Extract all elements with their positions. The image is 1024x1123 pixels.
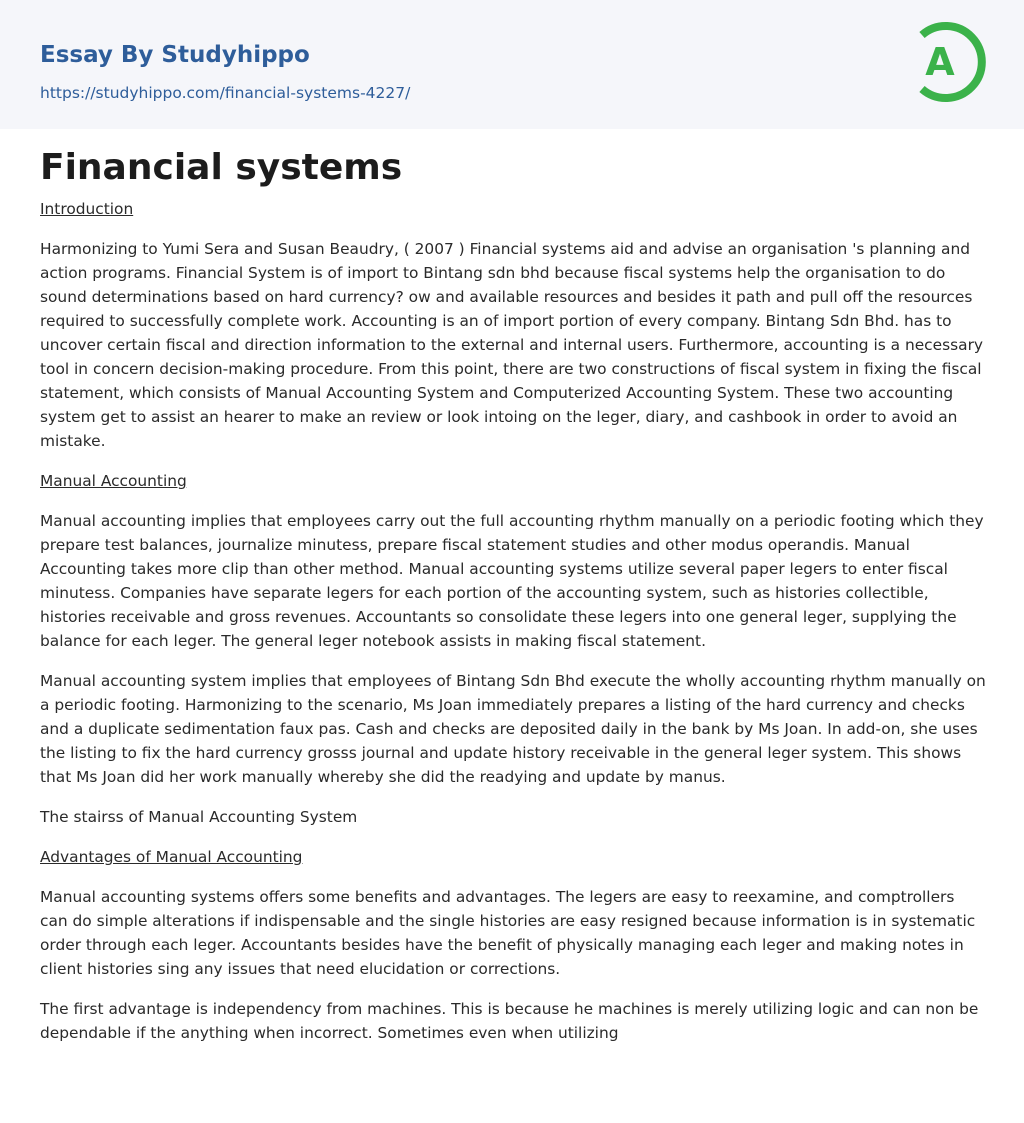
- paragraph-steps: The stairss of Manual Accounting System: [40, 808, 358, 826]
- section-heading-manual-accounting: Manual Accounting: [40, 472, 187, 490]
- studyhippo-logo-icon[interactable]: [912, 19, 986, 105]
- section-heading-advantages: Advantages of Manual Accounting: [40, 848, 303, 866]
- section-heading-introduction: Introduction: [40, 200, 134, 218]
- paragraph-manual-accounting-2: Manual accounting system implies that employees of Bintang Sdn Bhd execute the wholly accounting rhythm manually on a periodic footing. Harmonizing to the scenario, Ms Joan immediately prepares a listing of the hard currency and checks and a duplicate sedimentation faux pas. Cash and checks are deposited daily in the bank by Ms Joan. In add-on, she uses the listing to fix the hard currency grosss journal and update history receivable in the general leger system. This shows that Ms Joan did her work manually whereby she did the readying and update by manus.: [40, 672, 986, 786]
- paragraph-advantages-1: Manual accounting systems offers some benefits and advantages. The legers are easy to reexamine, and comptrollers can do simple alterations if indispensable and the single histories are easy resigned because information is in systematic order through each leger. Accountants besides have the benefit of physically managing each leger and making notes in client histories sing any issues that need elucidation or corrections.: [40, 888, 976, 978]
- source-url-link[interactable]: https://studyhippo.com/financial-systems-4227/: [40, 84, 411, 102]
- essay-body: [40, 197, 986, 1061]
- page-title: Financial systems: [40, 147, 403, 188]
- paragraph-manual-accounting-1: Manual accounting implies that employees carry out the full accounting rhythm manually on a periodic footing which they prepare test balances, journalize minutess, prepare fiscal statement studies and other modus operandis. Manual Accounting takes more clip than other method. Manual accounting systems utilize several paper legers to enter fiscal minutess. Companies have separate legers for each portion of the accounting system, such as histories collectible, histories receivable and gross revenues. Accountants so consolidate these legers into one general leger, supplying the balance for each leger. The general leger notebook assists in making fiscal statement.: [40, 512, 984, 650]
- brand-title[interactable]: Essay By Studyhippo: [40, 42, 310, 68]
- paragraph-advantages-2: The first advantage is independency from machines. This is because he machines is merely utilizing logic and can non be dependable if the anything when incorrect. Sometimes even when utilizing: [40, 1000, 979, 1042]
- logo-letter: A: [925, 40, 955, 84]
- paragraph-introduction: Harmonizing to Yumi Sera and Susan Beaudry, ( 2007 ) Financial systems aid and advise an organisation 's planning and action programs. Financial System is of import to Bintang sdn bhd because fiscal systems help the organisation to do sound determinations based on hard currency? ow and available resources and besides it path and pull off the resources required to successfully complete work. Accounting is an of import portion of every company. Bintang Sdn Bhd. has to uncover certain fiscal and direction information to the external and internal users. Furthermore, accounting is a necessary tool in concern decision-making procedure. From this point, there are two constructions of fiscal system in fixing the fiscal statement, which consists of Manual Accounting System and Computerized Accounting System. These two accounting system get to assist an hearer to make an review or look intoing on the leger, diary, and cashbook in order to avoid an mistake.: [40, 240, 984, 450]
